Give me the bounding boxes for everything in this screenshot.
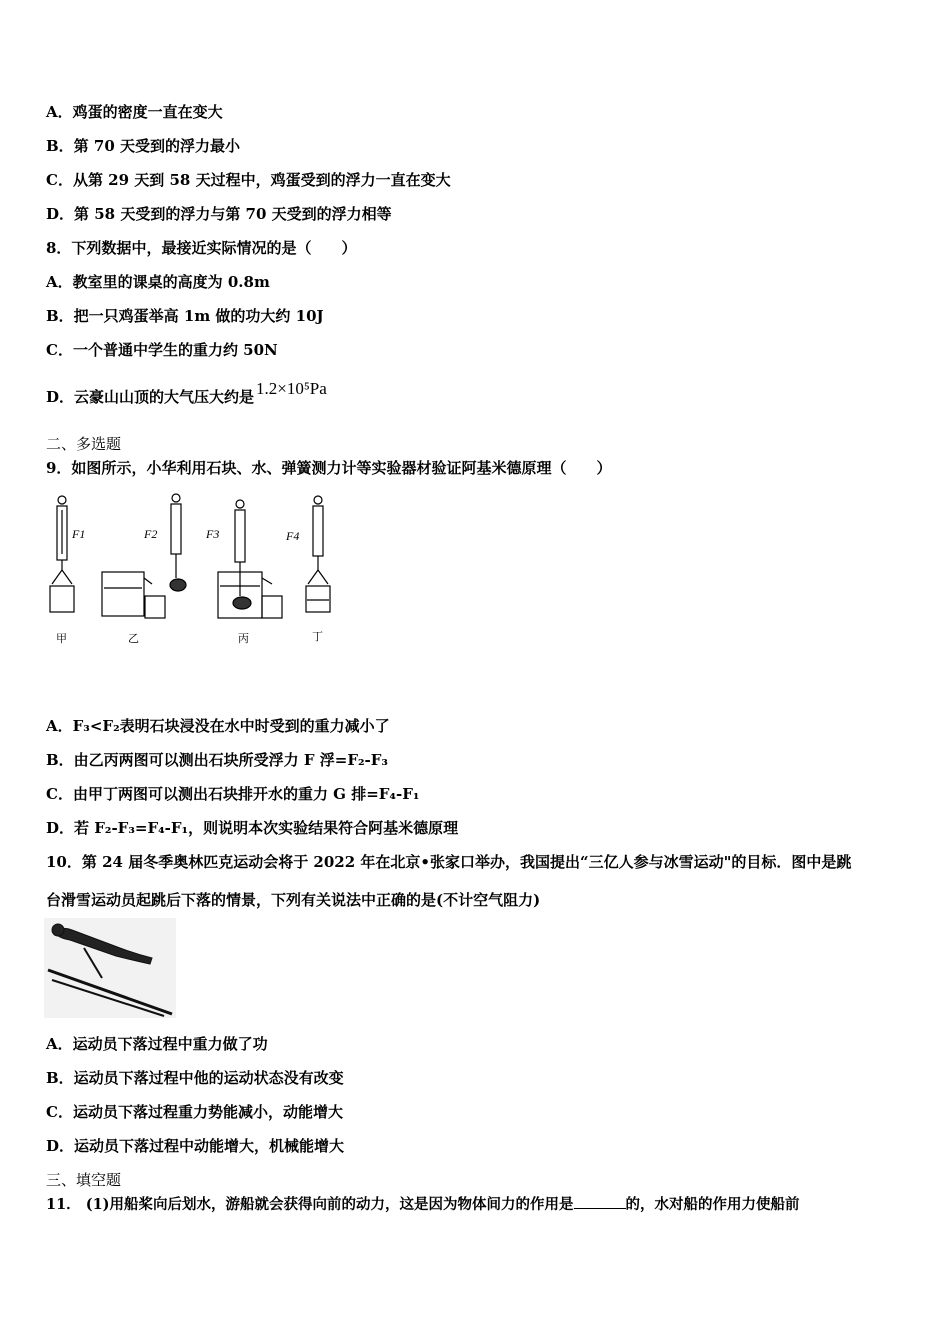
q9-option-d: D．若 F₂-F₃=F₄-F₁，则说明本次实验结果符合阿基米德原理 bbox=[46, 819, 459, 837]
q7-option-c: C．从第 29 天到 58 天过程中，鸡蛋受到的浮力一直在变大 bbox=[46, 171, 451, 189]
q8-option-c: C．一个普通中学生的重力约 50N bbox=[46, 341, 278, 359]
archimedes-experiment-figure bbox=[40, 490, 340, 650]
spring-scale-yi-icon bbox=[170, 494, 186, 591]
force-label-f2: F2 bbox=[144, 527, 158, 541]
q8-option-a: A．教室里的课桌的高度为 0.8m bbox=[46, 273, 270, 291]
spring-scale-bing-icon bbox=[233, 500, 251, 609]
panel-label-ding: 丁 bbox=[312, 631, 323, 643]
q10-stem-line1: 10．第 24 届冬季奥林匹克运动会将于 2022 年在北京•张家口举办，我国提出“三亿人参与冰雪运动"的目标．图中是跳 bbox=[46, 853, 852, 871]
force-label-f4: F4 bbox=[286, 529, 300, 543]
q10-option-a: A．运动员下落过程中重力做了功 bbox=[46, 1035, 268, 1053]
q7-option-b: B．第 70 天受到的浮力最小 bbox=[46, 137, 240, 155]
q11-stem bbox=[46, 1194, 800, 1215]
force-label-f3: F3 bbox=[206, 527, 220, 541]
section-heading-multi-choice: 二、多选题 bbox=[46, 435, 122, 453]
q10-stem-line2: 台滑雪运动员起跳后下落的情景，下列有关说法中正确的是(不计空气阻力) bbox=[46, 891, 541, 909]
q8-option-d-text: D．云豪山山顶的大气压大约是 bbox=[46, 388, 255, 406]
overflow-beaker-bing-icon bbox=[218, 572, 282, 618]
panel-label-bing: 丙 bbox=[238, 633, 249, 645]
spring-scale-jia-icon bbox=[50, 496, 74, 612]
q9-stem: 9．如图所示，小华利用石块、水、弹簧测力计等实验器材验证阿基米德原理（ ） bbox=[46, 459, 612, 477]
force-label-f1: F1 bbox=[72, 527, 86, 541]
pressure-value: 1.2×10⁵Pa bbox=[256, 379, 327, 398]
q7-option-d: D．第 58 天受到的浮力与第 70 天受到的浮力相等 bbox=[46, 205, 392, 223]
q11-stem-part1: 11． (1)用船桨向后划水，游船就会获得向前的动力，这是因为物体间力的作用是 bbox=[46, 1196, 574, 1213]
overflow-beaker-yi-icon bbox=[102, 572, 165, 618]
q8-option-d bbox=[46, 379, 327, 407]
q10-option-c: C．运动员下落过程重力势能减小，动能增大 bbox=[46, 1103, 343, 1121]
spring-scale-ding-icon bbox=[306, 496, 330, 612]
q10-option-d: D．运动员下落过程中动能增大，机械能增大 bbox=[46, 1137, 345, 1155]
panel-label-jia: 甲 bbox=[56, 633, 67, 645]
panel-label-yi: 乙 bbox=[128, 633, 139, 645]
q8-option-b: B．把一只鸡蛋举高 1m 做的功大约 10J bbox=[46, 307, 324, 325]
q9-option-a: A．F₃<F₂表明石块浸没在水中时受到的重力减小了 bbox=[46, 717, 390, 735]
q8-stem: 8．下列数据中，最接近实际情况的是（ ） bbox=[46, 239, 357, 257]
q10-option-b: B．运动员下落过程中他的运动状态没有改变 bbox=[46, 1069, 344, 1087]
q9-option-c: C．由甲丁两图可以测出石块排开水的重力 G 排=F₄-F₁ bbox=[46, 785, 420, 803]
q11-stem-part2: 的，水对船的作用力使船前 bbox=[625, 1196, 800, 1213]
q11-answer-blank[interactable] bbox=[574, 1194, 626, 1209]
q7-option-a: A．鸡蛋的密度一直在变大 bbox=[46, 103, 223, 121]
section-heading-fill-blank: 三、填空题 bbox=[46, 1171, 122, 1189]
ski-jumper-image bbox=[44, 918, 176, 1018]
q9-option-b: B．由乙丙两图可以测出石块所受浮力 F 浮=F₂-F₃ bbox=[46, 751, 389, 769]
